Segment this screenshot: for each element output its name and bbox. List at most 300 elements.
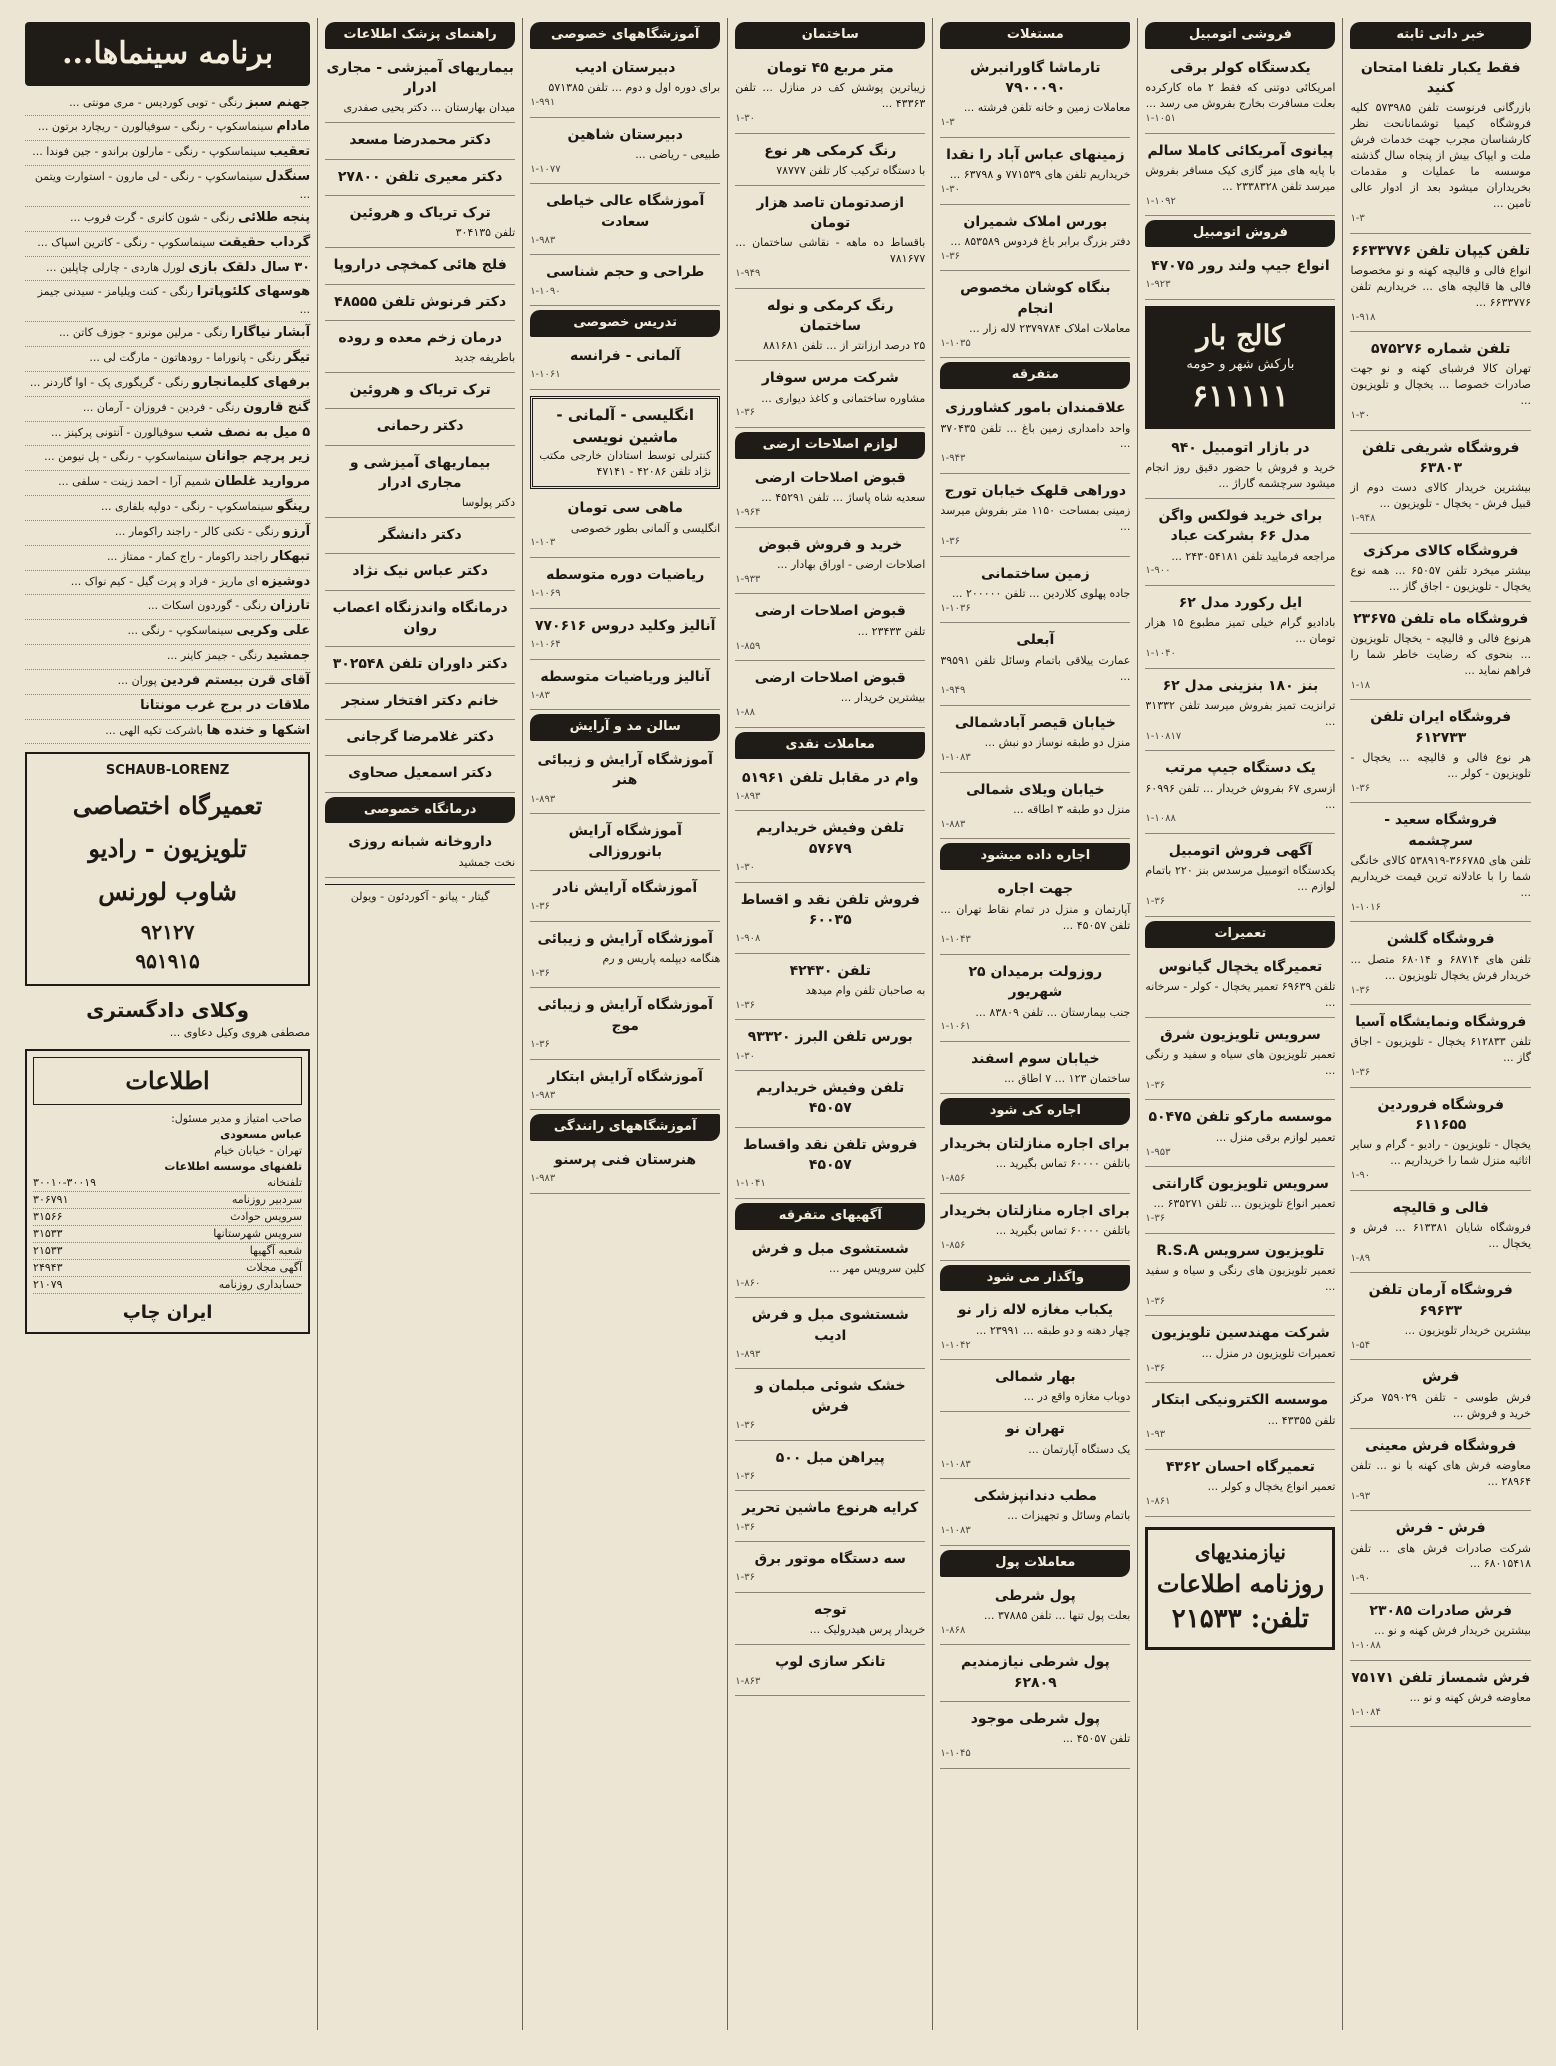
ad-title: سه دستگاه موتور برق xyxy=(754,1551,906,1568)
ad-title: سرویس تلویزیون شرق xyxy=(1160,1026,1321,1043)
film-title: مروارید غلطان xyxy=(214,474,311,490)
ad-title: خیابان ویلای شمالی xyxy=(966,781,1105,798)
classified-ad xyxy=(530,747,720,814)
ad-title: بنز ۱۸۰ بنزینی مدل ۶۲ xyxy=(1162,677,1319,694)
classified-ad xyxy=(325,651,515,683)
phone-label: سرویس حوادث xyxy=(230,1210,303,1224)
ad-code: ۱-۸۶۱ xyxy=(1145,1496,1171,1508)
ad-body: تعمیر انواع یخچال و کولر ... xyxy=(1207,1480,1336,1494)
classified-ad xyxy=(325,688,515,720)
section-header: سالن مد و آرایش xyxy=(530,714,720,741)
classified-ad xyxy=(1350,538,1531,602)
ad-body: جاده پهلوی کلاردین ... تلفن ۲۰۰۰۰۰ ... xyxy=(951,586,1131,600)
ad-code: ۱-۹۱۸ xyxy=(1350,311,1376,323)
college-bar-banner xyxy=(1145,306,1335,429)
cinema-listing xyxy=(25,281,310,322)
section-header: فروش اتومبیل xyxy=(1145,220,1335,247)
phone-label: تلفنخانه xyxy=(267,1176,303,1190)
ad-title: آنالیز وکلید دروس ۷۷۰۶۱۶ xyxy=(534,617,716,634)
classified-ad xyxy=(530,343,720,390)
ad-title: دکتر دانشگر xyxy=(378,527,462,544)
film-title: آرزو xyxy=(282,523,311,539)
ad-body: باطریفه جدید xyxy=(454,351,516,365)
ad-title: شستشوی مبل و فرش ادیب xyxy=(751,1307,909,1344)
ad-code: ۱-۹۳ xyxy=(1350,1490,1371,1502)
ad-body: فروشگاه شایان ۶۱۳۳۸۱ ... فرش و یخچال ... xyxy=(1350,1220,1531,1250)
ad-title: درمانگاه واندزنگاه اعصاب روان xyxy=(332,599,508,637)
ad-body: آپارتمان و منزل در تمام نقاط تهران ... تلفن ۴۵۰۵۷ ... xyxy=(940,902,1131,932)
box-title: انگلیسی - آلمانی - ماشین نویسی xyxy=(556,405,694,446)
ad-body: طبیعی - ریاضی ... xyxy=(635,147,721,161)
film-details: سوفیالورن - آنتونی پرکینز ... xyxy=(51,425,184,439)
ad-title: ریاضیات دوره متوسطه xyxy=(546,566,705,583)
film-title: تعقیب xyxy=(269,144,311,160)
ad-code: ۱-۱۰۹۲ xyxy=(1145,195,1176,207)
ad-body: بیشترین خریدار فرش کهنه و نو ... xyxy=(1374,1624,1531,1638)
ad-title: دبیرستان شاهین xyxy=(567,126,683,143)
classified-ad xyxy=(940,561,1130,624)
cinema-listing xyxy=(25,620,310,645)
classified-ad xyxy=(530,495,720,558)
classified-ad xyxy=(1145,55,1335,134)
ad-body: خریدار پرس هیدرولیک ... xyxy=(809,1623,926,1637)
ad-body: تعمیر تلویزیون های رنگی و سیاه و سفید ... xyxy=(1145,1264,1336,1294)
ad-title: آگهی فروش اتومبیل xyxy=(1168,842,1313,859)
ad-code: ۱-۸۸ xyxy=(735,707,755,719)
ad-code: ۱-۱۰۹۰ xyxy=(530,285,561,297)
ad-title: تلفن وفیش خریداریم ۵۷۶۷۹ xyxy=(756,820,905,857)
newspaper-page xyxy=(18,18,1538,2030)
ad-body: منزل دو طبقه نوساز دو نبش ... xyxy=(984,736,1131,750)
ad-body: بیشترین خریدار کالای دست دوم از قبیل فرش - یخچال - تلویزیون ... xyxy=(1350,481,1531,511)
classified-ad xyxy=(735,1546,925,1593)
phone-1: ۹۲۱۲۷ xyxy=(140,919,195,944)
cinema-listing xyxy=(25,397,310,422)
banner-line-1: نیازمندیهای xyxy=(1194,1539,1286,1564)
film-title: تیگر xyxy=(284,349,311,365)
cinema-listing xyxy=(25,116,310,141)
ad-code: ۱-۱۰۸۴ xyxy=(1350,1706,1381,1718)
film-title: پنجه طلائی xyxy=(238,209,311,225)
ad-code: ۱-۱۰۷۷ xyxy=(530,163,561,175)
ad-code: ۱-۳۶ xyxy=(735,999,755,1011)
section-header: ساختمان xyxy=(735,22,925,49)
section-header: اجاره کی شود xyxy=(940,1098,1130,1125)
film-title: اشکها و خنده ها xyxy=(206,722,311,738)
music-lessons-strip: گیتار - پیانو - آکوردئون - ویولن xyxy=(325,884,515,905)
ad-code: ۱-۹۲۳ xyxy=(1145,279,1171,291)
ad-code: ۱-۹۶۴ xyxy=(735,507,761,519)
classified-ad xyxy=(530,818,720,871)
banner-line-2: روزنامه اطلاعات xyxy=(1156,1568,1324,1598)
classified-ad xyxy=(735,1302,925,1369)
film-details: راجند راکومار - راج کمار - ممتاز ... xyxy=(106,549,268,563)
ad-title: تلفن کیپان تلفن ۶۶۳۳۷۷۶ xyxy=(1351,242,1530,259)
ad-line-2: تلویزیون - رادیو xyxy=(88,834,247,864)
ad-code: ۱-۱۰۶۱ xyxy=(530,369,561,381)
classified-ad xyxy=(940,1131,1130,1194)
cinema-listing xyxy=(25,422,310,447)
ettelaat-logo: اطلاعات xyxy=(33,1057,302,1106)
ad-body: دکتر پولوسا xyxy=(461,496,516,510)
phone-number: ۳۰۶۷۹۱ xyxy=(33,1193,69,1207)
ad-title: دکتر داوران تلفن ۳۰۲۵۴۸ xyxy=(332,656,508,673)
ad-code: ۱-۳ xyxy=(940,117,955,129)
ad-title: فروشگاه فروردین ۶۱۱۶۵۵ xyxy=(1377,1096,1504,1133)
section-header: تدریس خصوصی xyxy=(530,310,720,337)
ad-code: ۱-۳ xyxy=(1350,213,1365,224)
classified-ad xyxy=(1350,1433,1531,1512)
classified-ad xyxy=(325,558,515,590)
ad-title: خیابان قیصر آبادشمالی xyxy=(954,714,1116,731)
ad-body: بازرگانی فرنوست تلفن ۵۷۳۹۸۵ کلیه فروشگاه کیمیا توشمانانحت نظر کارشناسان مجرب جهت خدمات فرش ملت و ایپاک بیش از پنجاه سال گذشته موسسه ما عملیات و مقدمات بخریداران میشود بعد از ادوار عالی تامین ... xyxy=(1350,101,1531,211)
ad-body: دوباب مغازه واقع در ... xyxy=(1023,1390,1131,1404)
ad-title: دکتر عباس نیک نژاد xyxy=(352,563,488,580)
ad-title: دکتر اسمعیل صحاوی xyxy=(348,765,493,782)
classified-ad xyxy=(940,876,1130,955)
ad-title: دکتر محمدرضا مسعد xyxy=(349,132,491,149)
ad-code: ۱-۸۵۶ xyxy=(940,1240,966,1252)
classified-ad xyxy=(1145,673,1335,752)
ad-code: ۱-۳۶ xyxy=(735,1420,755,1432)
ad-code: ۱-۳۰ xyxy=(735,1050,755,1062)
manager-name: عباس مسعودی xyxy=(220,1128,303,1142)
ad-body: تلفن ۲۳۴۳۳ ... xyxy=(857,624,926,638)
cinema-listing xyxy=(25,595,310,620)
ad-title: آموزشگاه آرایش بانوروزالی xyxy=(568,823,682,860)
brand-name: SCHAUB-LORENZ xyxy=(105,763,230,779)
ad-code: ۱-۸۵۶ xyxy=(940,1173,966,1185)
classified-ad xyxy=(1350,1092,1531,1191)
classified-ad xyxy=(325,522,515,554)
ad-title: درمان زخم معده و روده xyxy=(338,329,502,346)
ad-code: ۱-۱۰۸۸ xyxy=(1145,813,1176,825)
film-details: رنگی - شون کانری - گرت فروب ... xyxy=(70,210,235,224)
film-details: رنگی - پانوراما - رودهاتون - مارگت لی ... xyxy=(89,350,281,364)
classified-ad xyxy=(325,450,515,519)
classified-ad xyxy=(940,478,1130,557)
classified-ad xyxy=(940,142,1130,205)
cinema-listing xyxy=(25,166,310,207)
cinema-listing xyxy=(25,347,310,372)
classified-ad xyxy=(1145,435,1335,499)
cinema-listing xyxy=(25,670,310,695)
ad-body: منزل دو طبقه ۳ اطاقه ... xyxy=(1013,803,1131,816)
ad-body: ترانزیت تمیز بفروش میرسد تلفن ۳۱۳۳۲ ... xyxy=(1145,698,1336,728)
film-details: رنگی - تکنی کالر - راجند راکومار ... xyxy=(114,524,280,538)
cinema-listing xyxy=(25,207,310,232)
phone-row xyxy=(33,1175,302,1192)
ad-code: ۱-۱۰۶۱ xyxy=(940,1021,971,1033)
ad-code: ۱-۹۸۳ xyxy=(530,234,556,246)
film-details: سینماسکوپ - رنگی - سوفیالورن - ریچارد برتون ... xyxy=(37,120,274,134)
ad-title: فقط یکبار تلفنا امتحان کنید xyxy=(1360,59,1521,97)
classified-ad xyxy=(940,1416,1130,1479)
cinema-listing xyxy=(25,471,310,496)
section-header: اجاره داده میشود xyxy=(940,843,1130,870)
classified-ad xyxy=(735,1649,925,1696)
ad-body: باتمام وسائل و تجهیزات ... xyxy=(1007,1509,1131,1523)
classified-ad xyxy=(1350,1277,1531,1360)
column-4 xyxy=(727,18,932,2030)
ad-title: مطب دندانپزشکی xyxy=(973,1488,1097,1505)
ad-title: فروشگاه شریفی تلفن ۶۳۸۰۳ xyxy=(1362,439,1520,477)
ad-title: دکتر فرنوش تلفن ۴۸۵۵۵ xyxy=(334,293,507,310)
cinema-listing xyxy=(25,720,310,745)
ad-title: فرش xyxy=(1422,1369,1460,1386)
classified-ad xyxy=(940,275,1130,358)
film-details: رنگی - گریگوری پک - اوا گاردنر ... xyxy=(29,375,189,389)
section-header: معاملات نقدی xyxy=(735,732,925,759)
cinema-listing xyxy=(25,695,310,720)
phone-label: آگهی مجلات xyxy=(246,1260,303,1274)
box-body: کنترلی توسط استادان خارجی مکتب نژاد تلفن ۴۲۰۸۶ - ۴۷۱۴۱ xyxy=(539,449,712,479)
ad-code: ۱-۱۰۱۶ xyxy=(1350,901,1381,913)
film-title: مادام xyxy=(276,119,311,135)
film-details: پوران ... xyxy=(117,673,157,687)
classified-ad xyxy=(735,1236,925,1299)
ad-code: ۱-۹۸۳ xyxy=(530,1089,556,1101)
banner-subtitle: بارکش شهر و حومه xyxy=(1186,357,1295,373)
ad-title: آموزشگاه آرایش و زیبائی xyxy=(537,930,713,947)
ad-code: ۱-۱۰۶۴ xyxy=(530,639,561,651)
film-title: جهنم سبز xyxy=(245,94,311,110)
ad-code: ۱-۸۹۳ xyxy=(735,1348,761,1360)
ad-title: شرکت مهندسین تلویزیون xyxy=(1151,1325,1330,1342)
ad-body: معاوضه فرش های کهنه با نو ... تلفن ۲۸۹۶۴ ... xyxy=(1350,1458,1531,1488)
classified-ad xyxy=(1350,606,1531,701)
ad-line-3: شاوب لورنس xyxy=(98,876,237,906)
ad-title: روزولت برمیدان ۲۵ شهریور xyxy=(968,963,1103,1001)
ad-line-1: تعمیرگاه اختصاصی xyxy=(72,791,263,821)
ad-code: ۱-۸۳ xyxy=(530,689,550,701)
ad-body: نخت جمشید xyxy=(458,855,516,869)
classified-ad xyxy=(1145,838,1335,917)
ad-code: ۱-۳۶ xyxy=(1145,1213,1166,1225)
classified-ad xyxy=(940,395,1130,474)
column-6 xyxy=(317,18,522,2030)
ad-code: ۱-۸۹ xyxy=(1350,1252,1371,1264)
ad-title: دکتر غلامرضا گرجانی xyxy=(346,728,494,745)
ad-body: بعلت پول تنها ... تلفن ۳۷۸۸۵ ... xyxy=(983,1608,1131,1622)
classified-ad xyxy=(940,1364,1130,1412)
lawyers-ad xyxy=(25,996,310,1041)
classified-ad xyxy=(1145,1171,1335,1234)
ad-title: فروشگاه ماه تلفن ۲۳۶۷۵ xyxy=(1353,610,1529,627)
section-header: خبر دانی ثابته xyxy=(1350,22,1531,49)
classified-ad xyxy=(940,1583,1130,1646)
classified-ad xyxy=(735,55,925,134)
film-details: رنگی - مرلین مونرو - جوزف کاتن ... xyxy=(58,326,228,340)
ad-code: ۱-۹۹۱ xyxy=(530,97,556,109)
classified-ad xyxy=(530,992,720,1059)
ad-title: آموزشگاه آرایش و زیبائی هنر xyxy=(537,752,713,789)
classified-ad xyxy=(1145,1387,1335,1450)
ad-body: میدان بهارستان ... دکتر یحیی صفدری xyxy=(343,101,516,115)
classified-ad xyxy=(530,122,720,185)
film-title: آبشار نیاگارا xyxy=(231,325,311,341)
ad-title: فلج هائی کمخچی دراروپا xyxy=(333,257,507,274)
ad-body: ازسری ۶۷ بفروش خریدار ... تلفن ۶۰۹۹۶ ... xyxy=(1145,781,1336,811)
classified-ad xyxy=(1350,55,1531,234)
ad-code: ۱-۳۶ xyxy=(735,407,755,419)
classified-ad xyxy=(735,1445,925,1492)
cinema-program-header: برنامه سینماها... xyxy=(25,22,310,86)
ad-body: بیشتر میخرد تلفن ۶۵۰۵۷ ... همه نوع یخچال - تلویزیون - اجاق گاز ... xyxy=(1350,563,1531,593)
ad-body: امریکائی دوتنی که فقط ۲ ماه کارکرده بعلت مسافرت بخارج بفروش می رسد ... xyxy=(1145,81,1336,111)
ad-title: ماهی سی تومان xyxy=(567,500,683,517)
ad-title: تلفن شماره ۵۷۵۲۷۶ xyxy=(1371,341,1511,358)
ad-code: ۱-۹۰ xyxy=(1350,1573,1371,1585)
ad-body: باتلفن ۶۰۰۰۰ تماس بگیرید ... xyxy=(995,1224,1131,1238)
ad-title: تعمیرگاه احسان ۴۳۶۲ xyxy=(1165,1458,1315,1475)
classified-ad xyxy=(1350,435,1531,534)
ad-code: ۱-۸۶۳ xyxy=(735,1675,761,1687)
ad-code: ۱-۳۶ xyxy=(735,1470,755,1482)
ad-body: با دستگاه ترکیب کار تلفن ۷۸۷۷۷ xyxy=(776,163,926,177)
classified-ad xyxy=(1350,1515,1531,1594)
ad-title: فرش شمساز تلفن ۷۵۱۷۱ xyxy=(1351,1669,1531,1686)
ad-code: ۱-۹۰۰ xyxy=(1145,565,1171,577)
film-details: سینماسکوپ - رنگی ... xyxy=(127,624,233,638)
classified-ad xyxy=(530,613,720,660)
ad-body: تلفن ۴۵۰۵۷ ... xyxy=(1062,1732,1131,1746)
ad-title: خانم دکتر افتخار سنجر xyxy=(341,692,499,709)
ad-body: زیباترین پوشش کف در منازل ... تلفن ۴۳۳۶۳ ... xyxy=(735,81,926,111)
cinema-listing xyxy=(25,521,310,546)
ad-title: فروشگاه گلشن xyxy=(1386,931,1495,948)
cinema-listing xyxy=(25,571,310,596)
ad-body: تهران کالا فرشبای کهنه و نو جهت صادرات خصوصا ... یخچال و تلویزیون ... xyxy=(1350,362,1531,408)
ad-title: یکدستگاه کولر برقی xyxy=(1170,59,1311,76)
film-title: دوشیزه xyxy=(261,573,311,589)
classified-ad xyxy=(1145,1454,1335,1517)
section-header: درمانگاه خصوصی xyxy=(325,797,515,824)
classified-ad xyxy=(940,959,1130,1042)
cinema-listing xyxy=(25,546,310,571)
ad-title: بورس تلفن البرز ۹۳۳۲۰ xyxy=(747,1029,913,1046)
ad-title: بورس املاک شمیران xyxy=(963,213,1108,230)
ad-code: ۱-۳۶ xyxy=(1145,1079,1166,1091)
ad-code: ۱-۱۰۴۳ xyxy=(940,934,971,946)
cinema-listing xyxy=(25,446,310,471)
ad-title: خرید و فروش قبوض xyxy=(758,536,903,553)
ad-body: زمینی بمساحت ۱۱۵۰ متر بفروش میرسد ... xyxy=(940,504,1131,534)
phone-label: سرویس شهرستانها xyxy=(213,1227,303,1240)
ad-title: شستشوی مبل و فرش xyxy=(751,1240,909,1257)
classified-ad xyxy=(735,887,925,954)
ad-body: تلفن های ۳۶۶۷۸۵-۵۳۸۹۱۹ کالای خانگی شما را با عادلانه ترین قیمت خریداریم ... xyxy=(1350,854,1531,899)
ad-title: توجه xyxy=(813,1601,847,1618)
film-details: سینماسکوپ - رنگی - دولپه بلفاری ... xyxy=(100,500,274,514)
classified-ad xyxy=(1350,807,1531,922)
film-title: رینگو xyxy=(276,499,311,515)
ad-title: ایل رکورد مدل ۶۲ xyxy=(1178,594,1303,611)
classified-ad xyxy=(530,875,720,922)
film-title: برفهای کلیمانجارو xyxy=(192,374,311,390)
film-details: ای ماریز - فراد و پرت گیل - کیم نواک ... xyxy=(70,574,259,588)
ad-code: ۱-۱۰۸۳ xyxy=(940,1458,971,1470)
banner-phone: ۶۱۱۱۱۱ xyxy=(1192,379,1289,415)
ad-code: ۱-۱۰۸۳ xyxy=(940,752,971,764)
ad-code: ۱-۱۰۶۹ xyxy=(530,588,561,600)
lawyers-body: مصطفی هروی وکیل دعاوی ... xyxy=(169,1025,311,1039)
film-details: سینماسکوپ - رنگی - کاترین اسپاک ... xyxy=(37,235,216,249)
ad-title: دوراهی قلهک خیابان تورج xyxy=(944,482,1127,499)
film-details: شمیم آرا - احمد زینت - سلفی ... xyxy=(58,475,211,489)
ad-code: ۱-۱۰۸۸ xyxy=(1350,1640,1381,1652)
ad-code: ۱-۳۶ xyxy=(1350,1067,1371,1079)
ad-code: ۱-۳۶ xyxy=(530,901,550,913)
ad-code: ۱-۳۰ xyxy=(735,862,755,873)
classified-ad xyxy=(1350,1665,1531,1728)
ad-code: ۱-۱۰۸۱۷ xyxy=(1145,730,1182,742)
phone-row xyxy=(33,1226,302,1243)
classified-ad xyxy=(1145,954,1335,1018)
classified-ad xyxy=(735,598,925,661)
ad-title: آبعلی xyxy=(1016,632,1055,649)
section-header: واگذار می شود xyxy=(940,1265,1130,1292)
banner-title: کالج بار xyxy=(1196,318,1285,352)
ad-title: زمین ساختمانی xyxy=(980,565,1090,582)
cinema-listing xyxy=(25,232,310,257)
ad-body: یکدستگاه اتومبیل مرسدس بنز ۲۲۰ باتمام لوازم ... xyxy=(1145,864,1336,894)
ad-title: فروشگاه ایران تلفن ۶۱۲۷۳۳ xyxy=(1370,709,1512,746)
ad-title: آلمانی - فرانسه xyxy=(570,348,681,365)
ad-title: یک دستگاه جیپ مرتب xyxy=(1165,760,1316,777)
classified-ad xyxy=(325,164,515,196)
classified-ad xyxy=(325,127,515,159)
ad-code: ۱-۱۸ xyxy=(1350,679,1371,691)
ad-code: ۱-۹۴۳ xyxy=(940,453,966,465)
classified-ad xyxy=(325,760,515,792)
film-title: جمشید xyxy=(265,648,311,664)
classified-ad xyxy=(530,188,720,255)
classified-ad xyxy=(1145,1104,1335,1167)
ad-body: تلفن ۳۰۴۱۳۵ xyxy=(455,226,516,240)
ad-title: قبوض اصلاحات ارضی xyxy=(754,469,906,486)
ad-title: جهت اجاره xyxy=(997,881,1074,898)
cinema-listing xyxy=(25,92,310,117)
ad-title: برای خرید فولکس واگن مدل ۶۶ بشرکت عباد xyxy=(1158,507,1323,545)
ad-title: خیابان سوم اسفند xyxy=(971,1050,1100,1067)
ad-body: معاملات املاک ۲۳۷۹۷۸۴ لاله زار ... xyxy=(969,321,1131,335)
classified-ad xyxy=(530,562,720,609)
ad-code: ۱-۳۶ xyxy=(940,250,961,262)
ad-title: فروشگاه ونمایشگاه آسیا xyxy=(1355,1014,1527,1031)
classified-ad xyxy=(940,1706,1130,1769)
ad-code: ۱-۱۰۵۱ xyxy=(1145,113,1176,125)
ad-code: ۱-۳۶ xyxy=(735,1572,755,1584)
ad-title: قبوض اصلاحات ارضی xyxy=(754,603,906,620)
classified-ad xyxy=(325,200,515,248)
classified-ad xyxy=(1350,336,1531,431)
classified-ad xyxy=(325,724,515,756)
phones-title: تلفنهای موسسه اطلاعات xyxy=(164,1160,303,1174)
ad-body: تلفن ۶۱۲۸۳۳ یخچال - تلویزیون - اجاق گاز ... xyxy=(1350,1035,1531,1065)
cinema-listing xyxy=(25,322,310,347)
film-title: هوسهای کلئوپاترا xyxy=(196,284,311,300)
classified-ad xyxy=(735,1495,925,1542)
classified-ad xyxy=(735,815,925,882)
cinema-listing xyxy=(25,141,310,166)
film-title: آقای قرن بیستم فردین xyxy=(160,672,311,688)
ad-title: کرایه هرنوع ماشین تحریر xyxy=(742,1500,919,1517)
ad-title: علاقمندان بامور کشاورزی xyxy=(945,400,1126,417)
section-header: معاملات پول xyxy=(940,1550,1130,1577)
classified-ad xyxy=(1350,1195,1531,1274)
ad-title: ترک تریاک و هروئین xyxy=(349,382,491,399)
